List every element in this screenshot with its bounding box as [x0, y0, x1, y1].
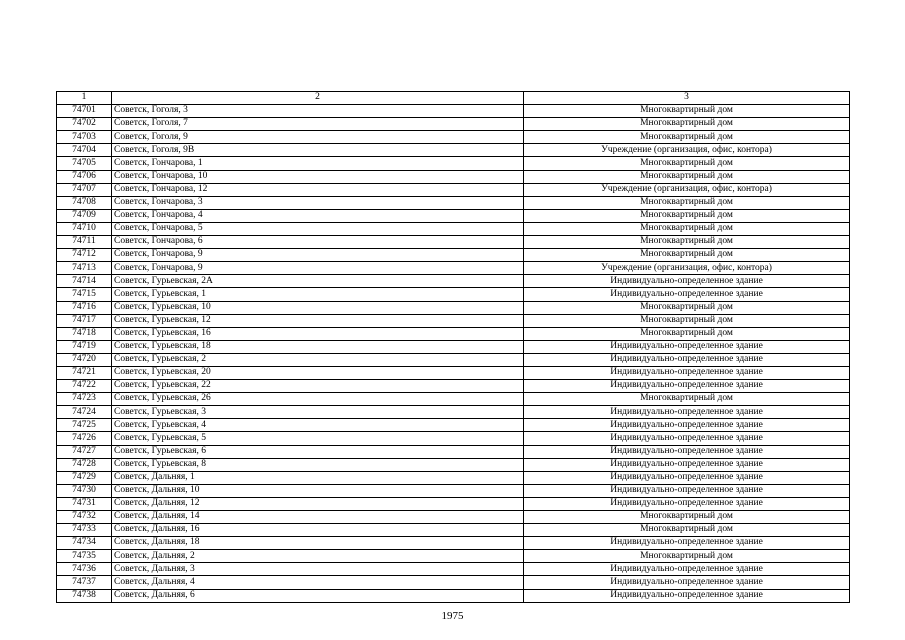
table-row [57, 445, 850, 458]
table-row [57, 537, 850, 550]
table-row [57, 563, 850, 576]
row-id-cell: 74733 [57, 524, 112, 537]
row-type-cell: Индивидуально-определенное здание [524, 288, 850, 301]
row-address-cell: Советск, Дальняя, 6 [112, 589, 524, 602]
table-row [57, 196, 850, 209]
row-id-cell: 74707 [57, 183, 112, 196]
page-number: 1975 [441, 610, 464, 622]
row-address-cell: Советск, Гоголя, 7 [112, 118, 524, 131]
row-type-cell: Многоквартирный дом [524, 105, 850, 118]
row-id-cell: 74731 [57, 497, 112, 510]
row-address-cell: Советск, Гоголя, 9 [112, 131, 524, 144]
row-id-cell: 74723 [57, 393, 112, 406]
table-row [57, 393, 850, 406]
table-row [57, 236, 850, 249]
row-id-cell: 74735 [57, 550, 112, 563]
row-id-cell: 74737 [57, 576, 112, 589]
row-type-cell: Индивидуально-определенное здание [524, 366, 850, 379]
row-id-cell: 74722 [57, 380, 112, 393]
row-address-cell: Советск, Гончарова, 12 [112, 183, 524, 196]
row-type-cell: Учреждение (организация, офис, контора) [524, 144, 850, 157]
row-id-cell: 74728 [57, 458, 112, 471]
row-type-cell: Индивидуально-определенное здание [524, 589, 850, 602]
row-address-cell: Советск, Гурьевская, 2 [112, 353, 524, 366]
row-address-cell: Советск, Гурьевская, 1 [112, 288, 524, 301]
row-address-cell: Советск, Гурьевская, 12 [112, 314, 524, 327]
row-id-cell: 74715 [57, 288, 112, 301]
row-address-cell: Советск, Гурьевская, 18 [112, 340, 524, 353]
row-id-cell: 74705 [57, 157, 112, 170]
row-id-cell: 74710 [57, 222, 112, 235]
table-row [57, 353, 850, 366]
row-type-cell: Многоквартирный дом [524, 314, 850, 327]
row-id-cell: 74716 [57, 301, 112, 314]
table-row [57, 511, 850, 524]
row-address-cell: Советск, Гончарова, 3 [112, 196, 524, 209]
row-type-cell: Индивидуально-определенное здание [524, 380, 850, 393]
row-type-cell: Учреждение (организация, офис, контора) [524, 183, 850, 196]
table-row [57, 249, 850, 262]
table-row [57, 458, 850, 471]
row-id-cell: 74711 [57, 236, 112, 249]
row-type-cell: Многоквартирный дом [524, 209, 850, 222]
row-id-cell: 74703 [57, 131, 112, 144]
row-type-cell: Многоквартирный дом [524, 524, 850, 537]
row-address-cell: Советск, Гурьевская, 16 [112, 327, 524, 340]
row-address-cell: Советск, Гончарова, 4 [112, 209, 524, 222]
row-address-cell: Советск, Гоголя, 9В [112, 144, 524, 157]
row-type-cell: Индивидуально-определенное здание [524, 432, 850, 445]
row-type-cell: Многоквартирный дом [524, 196, 850, 209]
table-row [57, 380, 850, 393]
table-row [57, 471, 850, 484]
row-id-cell: 74717 [57, 314, 112, 327]
row-address-cell: Советск, Гурьевская, 3 [112, 406, 524, 419]
row-type-cell: Многоквартирный дом [524, 131, 850, 144]
row-id-cell: 74709 [57, 209, 112, 222]
row-address-cell: Советск, Дальняя, 3 [112, 563, 524, 576]
column-header-1: 1 [57, 92, 112, 105]
row-address-cell: Советск, Гурьевская, 6 [112, 445, 524, 458]
table-row [57, 275, 850, 288]
row-id-cell: 74714 [57, 275, 112, 288]
table-row [57, 484, 850, 497]
row-type-cell: Индивидуально-определенное здание [524, 563, 850, 576]
table-row [57, 550, 850, 563]
row-type-cell: Многоквартирный дом [524, 118, 850, 131]
row-id-cell: 74724 [57, 406, 112, 419]
row-address-cell: Советск, Гончарова, 5 [112, 222, 524, 235]
row-type-cell: Многоквартирный дом [524, 327, 850, 340]
row-type-cell: Индивидуально-определенное здание [524, 406, 850, 419]
row-type-cell: Индивидуально-определенное здание [524, 458, 850, 471]
table-row [57, 262, 850, 275]
table-row [57, 131, 850, 144]
row-id-cell: 74734 [57, 537, 112, 550]
row-address-cell: Советск, Гурьевская, 20 [112, 366, 524, 379]
row-address-cell: Советск, Гурьевская, 8 [112, 458, 524, 471]
row-id-cell: 74736 [57, 563, 112, 576]
row-id-cell: 74732 [57, 511, 112, 524]
row-address-cell: Советск, Гончарова, 10 [112, 170, 524, 183]
table-row [57, 105, 850, 118]
row-address-cell: Советск, Гурьевская, 22 [112, 380, 524, 393]
row-address-cell: Советск, Гурьевская, 10 [112, 301, 524, 314]
row-id-cell: 74730 [57, 484, 112, 497]
row-id-cell: 74706 [57, 170, 112, 183]
row-address-cell: Советск, Гурьевская, 26 [112, 393, 524, 406]
row-type-cell: Индивидуально-определенное здание [524, 353, 850, 366]
row-type-cell: Многоквартирный дом [524, 249, 850, 262]
row-type-cell: Учреждение (организация, офис, контора) [524, 262, 850, 275]
row-type-cell: Многоквартирный дом [524, 393, 850, 406]
table-row [57, 209, 850, 222]
row-type-cell: Многоквартирный дом [524, 301, 850, 314]
table-row [57, 589, 850, 602]
row-id-cell: 74727 [57, 445, 112, 458]
row-id-cell: 74719 [57, 340, 112, 353]
table-row [57, 118, 850, 131]
row-type-cell: Индивидуально-определенное здание [524, 484, 850, 497]
table-row [57, 327, 850, 340]
row-type-cell: Индивидуально-определенное здание [524, 497, 850, 510]
row-type-cell: Многоквартирный дом [524, 511, 850, 524]
table-body [57, 105, 850, 603]
row-type-cell: Многоквартирный дом [524, 157, 850, 170]
row-address-cell: Советск, Дальняя, 12 [112, 497, 524, 510]
table-row [57, 432, 850, 445]
table-row [57, 406, 850, 419]
table-row [57, 288, 850, 301]
registry-table [56, 91, 850, 603]
table-row [57, 222, 850, 235]
row-id-cell: 74738 [57, 589, 112, 602]
row-id-cell: 74712 [57, 249, 112, 262]
row-address-cell: Советск, Гончарова, 1 [112, 157, 524, 170]
row-address-cell: Советск, Дальняя, 2 [112, 550, 524, 563]
row-address-cell: Советск, Гурьевская, 4 [112, 419, 524, 432]
row-type-cell: Многоквартирный дом [524, 236, 850, 249]
row-type-cell: Многоквартирный дом [524, 550, 850, 563]
row-id-cell: 74729 [57, 471, 112, 484]
table-row [57, 576, 850, 589]
row-id-cell: 74701 [57, 105, 112, 118]
row-address-cell: Советск, Дальняя, 18 [112, 537, 524, 550]
row-type-cell: Индивидуально-определенное здание [524, 537, 850, 550]
table-row [57, 419, 850, 432]
row-address-cell: Советск, Гончарова, 6 [112, 236, 524, 249]
row-type-cell: Многоквартирный дом [524, 170, 850, 183]
row-address-cell: Советск, Дальняя, 14 [112, 511, 524, 524]
row-type-cell: Индивидуально-определенное здание [524, 445, 850, 458]
row-address-cell: Советск, Гурьевская, 2А [112, 275, 524, 288]
table-row [57, 497, 850, 510]
column-number-row [57, 92, 850, 105]
table-row [57, 524, 850, 537]
row-address-cell: Советск, Гоголя, 3 [112, 105, 524, 118]
table-row [57, 183, 850, 196]
row-address-cell: Советск, Дальняя, 10 [112, 484, 524, 497]
row-type-cell: Многоквартирный дом [524, 222, 850, 235]
row-id-cell: 74726 [57, 432, 112, 445]
row-type-cell: Индивидуально-определенное здание [524, 471, 850, 484]
column-header-2: 2 [112, 92, 524, 105]
table-row [57, 301, 850, 314]
table-row [57, 170, 850, 183]
row-address-cell: Советск, Гончарова, 9 [112, 262, 524, 275]
row-type-cell: Индивидуально-определенное здание [524, 419, 850, 432]
row-id-cell: 74708 [57, 196, 112, 209]
row-id-cell: 74721 [57, 366, 112, 379]
table-row [57, 314, 850, 327]
row-id-cell: 74725 [57, 419, 112, 432]
row-address-cell: Советск, Гончарова, 9 [112, 249, 524, 262]
row-id-cell: 74720 [57, 353, 112, 366]
table-row [57, 144, 850, 157]
table-row [57, 157, 850, 170]
table-row [57, 340, 850, 353]
row-id-cell: 74704 [57, 144, 112, 157]
row-address-cell: Советск, Дальняя, 16 [112, 524, 524, 537]
row-address-cell: Советск, Дальняя, 4 [112, 576, 524, 589]
row-id-cell: 74718 [57, 327, 112, 340]
column-header-3: 3 [524, 92, 850, 105]
row-id-cell: 74702 [57, 118, 112, 131]
row-type-cell: Индивидуально-определенное здание [524, 576, 850, 589]
row-address-cell: Советск, Гурьевская, 5 [112, 432, 524, 445]
row-address-cell: Советск, Дальняя, 1 [112, 471, 524, 484]
row-type-cell: Индивидуально-определенное здание [524, 275, 850, 288]
row-id-cell: 74713 [57, 262, 112, 275]
row-type-cell: Индивидуально-определенное здание [524, 340, 850, 353]
table-row [57, 366, 850, 379]
